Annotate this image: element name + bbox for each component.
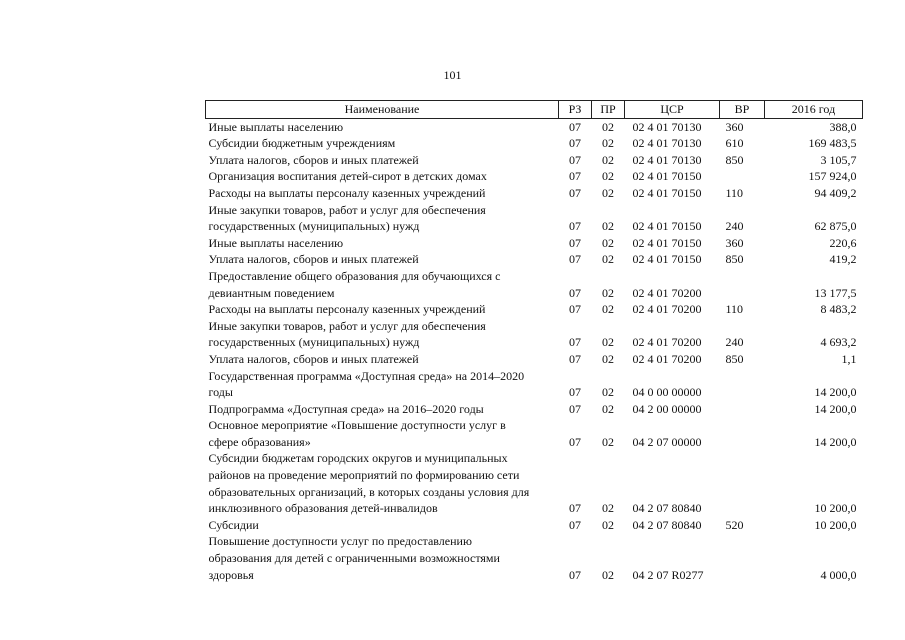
row-amount: 388,0 — [829, 119, 857, 134]
page-number: 101 — [443, 68, 462, 82]
row-name — [206, 268, 559, 301]
row-name — [206, 533, 559, 583]
row-amount: 169 483,5 — [808, 136, 857, 151]
row-name — [206, 135, 559, 152]
row-csr: 02 4 01 70150 — [632, 169, 702, 184]
row-vr — [720, 268, 765, 301]
table-header-row — [206, 101, 863, 119]
row-name-line: образования для детей с ограниченными возможностями — [208, 551, 500, 566]
row-vr: 110 — [725, 302, 744, 317]
row-name-line: Субсидии бюджетам городских округов и муниципальных — [208, 451, 508, 466]
row-rz: 07 — [569, 335, 581, 350]
row-csr: 04 2 07 00000 — [632, 434, 702, 449]
row-name — [206, 417, 559, 450]
row-amount: 14 200,0 — [814, 401, 857, 416]
table-row — [206, 202, 863, 235]
row-name-line: государственных (муниципальных) нужд — [208, 335, 420, 350]
row-pr: 02 — [602, 335, 614, 350]
row-csr: 02 4 01 70150 — [632, 252, 702, 267]
row-name-line: Расходы на выплаты персоналу казенных учреждений — [208, 302, 486, 317]
row-amount: 14 200,0 — [814, 385, 857, 400]
row-csr: 04 2 07 80840 — [632, 501, 702, 516]
row-name-line: Иные выплаты населению — [208, 119, 344, 134]
row-pr: 02 — [602, 119, 614, 134]
column-header-csr: ЦСР — [625, 101, 720, 119]
row-pr: 02 — [602, 285, 614, 300]
row-vr: 110 — [725, 185, 744, 200]
row-pr: 02 — [602, 235, 614, 250]
column-header-name: Наименование — [206, 101, 559, 119]
row-vr: 850 — [725, 152, 744, 167]
row-pr: 02 — [602, 401, 614, 416]
row-amount: 14 200,0 — [814, 434, 857, 449]
row-rz: 07 — [569, 401, 581, 416]
table-row — [206, 235, 863, 252]
row-name-line: Уплата налогов, сборов и иных платежей — [208, 152, 419, 167]
row-name-line: государственных (муниципальных) нужд — [208, 219, 420, 234]
budget-table — [205, 100, 863, 583]
row-csr: 04 2 07 R0277 — [632, 567, 704, 582]
row-csr: 04 0 00 00000 — [632, 385, 702, 400]
row-rz: 07 — [569, 302, 581, 317]
row-amount: 1,1 — [841, 351, 857, 366]
row-name — [206, 168, 559, 185]
row-rz: 07 — [569, 136, 581, 151]
row-amount: 94 409,2 — [814, 185, 857, 200]
row-vr — [720, 533, 765, 583]
row-vr: 240 — [725, 219, 744, 234]
row-rz: 07 — [569, 235, 581, 250]
row-rz: 07 — [569, 567, 581, 582]
table-row — [206, 417, 863, 450]
row-name — [206, 351, 559, 368]
row-csr: 02 4 01 70200 — [632, 285, 702, 300]
row-csr: 04 2 00 00000 — [632, 401, 702, 416]
row-csr: 02 4 01 70200 — [632, 351, 702, 366]
row-name-line: Субсидии бюджетным учреждениям — [208, 136, 396, 151]
row-rz: 07 — [569, 385, 581, 400]
row-amount: 10 200,0 — [814, 517, 857, 532]
table-row — [206, 135, 863, 152]
column-header-pr: ПР — [592, 101, 625, 119]
row-name-line: Организация воспитания детей-сирот в детских домах — [208, 169, 487, 184]
row-name-line: Субсидии — [208, 517, 259, 532]
row-rz: 07 — [569, 434, 581, 449]
row-pr: 02 — [602, 136, 614, 151]
column-header-amount: 2016 год — [765, 101, 863, 119]
row-pr: 02 — [602, 434, 614, 449]
row-amount: 4 693,2 — [820, 335, 857, 350]
row-rz: 07 — [569, 185, 581, 200]
row-name-line: Иные закупки товаров, работ и услуг для обеспечения — [208, 202, 486, 217]
row-vr: 520 — [725, 517, 744, 532]
row-vr — [720, 401, 765, 418]
row-csr: 02 4 01 70150 — [632, 219, 702, 234]
row-amount: 4 000,0 — [820, 567, 857, 582]
row-csr: 02 4 01 70130 — [632, 136, 702, 151]
column-header-vr: ВР — [720, 101, 765, 119]
row-pr: 02 — [602, 185, 614, 200]
row-name-line: Подпрограмма «Доступная среда» на 2016–2020 годы — [208, 401, 484, 416]
row-csr: 02 4 01 70200 — [632, 302, 702, 317]
row-pr: 02 — [602, 302, 614, 317]
row-name-line: здоровья — [208, 567, 254, 582]
row-csr: 02 4 01 70150 — [632, 185, 702, 200]
row-rz: 07 — [569, 517, 581, 532]
table-row — [206, 168, 863, 185]
row-name — [206, 118, 559, 135]
row-vr: 360 — [725, 235, 744, 250]
row-name — [206, 318, 559, 351]
row-csr: 02 4 01 70130 — [632, 119, 702, 134]
row-name-line: сфере образования» — [208, 434, 311, 449]
row-name — [206, 185, 559, 202]
row-name-line: образовательных организаций, в которых созданы условия для — [208, 484, 530, 499]
row-vr — [720, 450, 765, 516]
table-row — [206, 301, 863, 318]
row-rz: 07 — [569, 219, 581, 234]
row-pr: 02 — [602, 152, 614, 167]
row-rz: 07 — [569, 169, 581, 184]
table-row — [206, 118, 863, 135]
row-name-line: Основное мероприятие «Повышение доступности услуг в — [208, 418, 506, 433]
row-rz: 07 — [569, 252, 581, 267]
row-vr: 360 — [725, 119, 744, 134]
row-name — [206, 202, 559, 235]
table-row — [206, 185, 863, 202]
row-amount: 220,6 — [829, 235, 857, 250]
row-rz: 07 — [569, 152, 581, 167]
row-pr: 02 — [602, 219, 614, 234]
table-row — [206, 152, 863, 169]
row-rz: 07 — [569, 501, 581, 516]
row-name — [206, 450, 559, 516]
table-row — [206, 351, 863, 368]
row-name-line: Уплата налогов, сборов и иных платежей — [208, 351, 419, 366]
row-name-line: районов на проведение мероприятий по формированию сети — [208, 468, 520, 483]
row-amount: 62 875,0 — [814, 219, 857, 234]
table-body — [206, 118, 863, 583]
row-name — [206, 235, 559, 252]
table-row — [206, 533, 863, 583]
row-csr: 02 4 01 70130 — [632, 152, 702, 167]
row-csr: 04 2 07 80840 — [632, 517, 702, 532]
row-name — [206, 152, 559, 169]
table-row — [206, 401, 863, 418]
row-rz: 07 — [569, 351, 581, 366]
row-name-line: Предоставление общего образования для обучающихся с — [208, 268, 501, 283]
column-header-rz: РЗ — [559, 101, 592, 119]
row-vr — [720, 368, 765, 401]
row-vr: 610 — [725, 136, 744, 151]
row-rz: 07 — [569, 119, 581, 134]
row-name-line: Уплата налогов, сборов и иных платежей — [208, 252, 419, 267]
row-pr: 02 — [602, 501, 614, 516]
row-pr: 02 — [602, 252, 614, 267]
row-name-line: Иные закупки товаров, работ и услуг для обеспечения — [208, 318, 486, 333]
row-rz: 07 — [569, 285, 581, 300]
row-name-line: Государственная программа «Доступная среда» на 2014–2020 — [208, 368, 525, 383]
row-vr — [720, 417, 765, 450]
row-pr: 02 — [602, 517, 614, 532]
row-amount: 3 105,7 — [820, 152, 857, 167]
table-row — [206, 450, 863, 516]
row-name — [206, 401, 559, 418]
table-row — [206, 517, 863, 534]
row-vr — [720, 168, 765, 185]
row-name-line: Расходы на выплаты персоналу казенных учреждений — [208, 185, 486, 200]
row-pr: 02 — [602, 169, 614, 184]
row-name — [206, 517, 559, 534]
table-row — [206, 318, 863, 351]
row-name — [206, 251, 559, 268]
row-name-line: Иные выплаты населению — [208, 235, 344, 250]
row-vr: 850 — [725, 351, 744, 366]
row-pr: 02 — [602, 351, 614, 366]
row-pr: 02 — [602, 567, 614, 582]
row-amount: 157 924,0 — [808, 169, 857, 184]
row-pr: 02 — [602, 385, 614, 400]
table-row — [206, 368, 863, 401]
row-amount: 13 177,5 — [814, 285, 857, 300]
row-name-line: девиантным поведением — [208, 285, 335, 300]
row-vr: 240 — [725, 335, 744, 350]
row-amount: 419,2 — [829, 252, 857, 267]
row-amount: 10 200,0 — [814, 501, 857, 516]
row-name — [206, 368, 559, 401]
row-csr: 02 4 01 70150 — [632, 235, 702, 250]
row-name-line: инклюзивного образования детей-инвалидов — [208, 501, 438, 516]
row-csr: 02 4 01 70200 — [632, 335, 702, 350]
row-amount: 8 483,2 — [820, 302, 857, 317]
table-row — [206, 268, 863, 301]
table-row — [206, 251, 863, 268]
row-name-line: годы — [208, 385, 233, 400]
row-name-line: Повышение доступности услуг по предоставлению — [208, 534, 472, 549]
row-name — [206, 301, 559, 318]
row-vr: 850 — [725, 252, 744, 267]
